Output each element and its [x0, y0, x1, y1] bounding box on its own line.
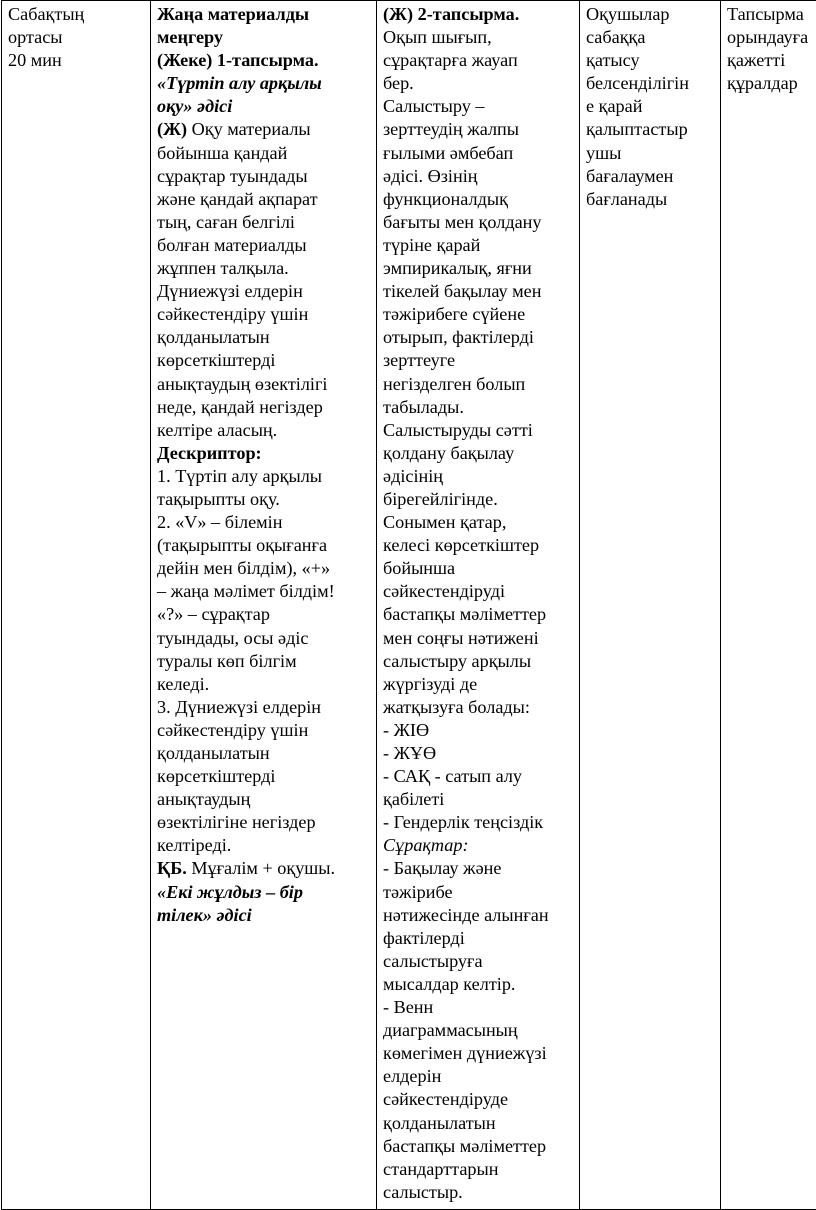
task1-text-line: бойынша қандай	[157, 142, 372, 165]
question-line: бастапқы мәліметтер	[383, 1135, 575, 1158]
task1-text-line: неде, қандай негіздер	[157, 396, 372, 419]
task2-text-line: - САҚ - сатып алу	[383, 765, 575, 788]
assessment-line: ушы	[586, 142, 716, 165]
task2-text-line: Салыстыруды сәтті	[383, 419, 575, 442]
resources-line: Тапсырма	[727, 3, 816, 26]
task2-text-line: ғылыми әмбебап	[383, 142, 575, 165]
task1-text-line: жұппен талқыла.	[157, 257, 372, 280]
assessment-line: бағалаумен	[586, 165, 716, 188]
question-line: тәжірибе	[383, 881, 575, 904]
task2-text-line: зерттеудің жалпы	[383, 118, 575, 141]
resources-body	[727, 3, 816, 95]
group-label: (Ж)	[157, 119, 187, 139]
task1-text-line: тың, саған белгілі	[157, 211, 372, 234]
descriptor-line: 3. Дүниежүзі елдерін	[157, 696, 372, 719]
question-line: салыстыр.	[383, 1181, 575, 1204]
task1-text-line: анықтаудың өзектілігі	[157, 373, 372, 396]
question-line: - Бақылау және	[383, 857, 575, 880]
assessment-line: е қарай	[586, 95, 716, 118]
stage-line: Сабақтың	[8, 3, 146, 26]
descriptor-line: анықтаудың	[157, 788, 372, 811]
descriptor-line: 1. Түртіп алу арқылы	[157, 465, 372, 488]
task2-text-line: Салыстыру –	[383, 95, 575, 118]
task2-text-line: келесі көрсеткіштер	[383, 534, 575, 557]
task1-text-line: сұрақтар туындады	[157, 165, 372, 188]
questions-list	[383, 857, 575, 1203]
question-line: стандарттарын	[383, 1158, 575, 1181]
task2-text-line: түріне қарай	[383, 234, 575, 257]
stage-line: ортасы	[8, 26, 146, 49]
assessment-text: Мұғалім + оқушы.	[187, 858, 335, 878]
descriptor-line: «?» – сұрақтар	[157, 603, 372, 626]
method-name: «Түртіп алу арқылы	[157, 72, 372, 95]
task1-text-line: және қандай ақпарат	[157, 188, 372, 211]
task2-text-line: Оқып шығып,	[383, 26, 575, 49]
assessment-cell	[580, 1, 721, 1210]
descriptor-line: көрсеткіштерді	[157, 765, 372, 788]
question-line: нәтижесінде алынған	[383, 904, 575, 927]
descriptor-line: дейін мен білдім), «+»	[157, 557, 372, 580]
question-line: диаграммасының	[383, 1019, 575, 1042]
descriptor-line: қолданылатын	[157, 742, 372, 765]
closing-method: «Екі жұлдыз – бір	[157, 881, 372, 904]
section-heading: меңгеру	[157, 26, 372, 49]
task2-text-line: отырып, фактілерді	[383, 326, 575, 349]
stage-cell	[2, 1, 151, 1210]
task1-text: Оқу материалы	[187, 119, 311, 139]
descriptor-line: келтіреді.	[157, 834, 372, 857]
task2-text-line: - ЖІӨ	[383, 719, 575, 742]
task2-text-line: табылады.	[383, 396, 575, 419]
task2-text-line: Сонымен қатар,	[383, 511, 575, 534]
method-name: оқу» әдісі	[157, 95, 372, 118]
resources-line: орындауға	[727, 26, 816, 49]
question-line: көмегімен дүниежүзі	[383, 1042, 575, 1065]
assessment-line: белсенділігін	[586, 72, 716, 95]
task2-text-line: сәйкестендіруді	[383, 580, 575, 603]
section-heading: Жаңа материалды	[157, 3, 372, 26]
task2-text-line: сұрақтарға жауап	[383, 49, 575, 72]
lesson-stage-row	[2, 1, 816, 1210]
task1-text-line: болған материалды	[157, 234, 372, 257]
question-line: елдерін	[383, 1065, 575, 1088]
question-line: салыстыруға	[383, 950, 575, 973]
assessment-line: сабаққа	[586, 26, 716, 49]
task2-text-line: жатқызуға болады:	[383, 696, 575, 719]
descriptor-line: сәйкестендіру үшін	[157, 719, 372, 742]
task2-text-line: - Гендерлік теңсіздік	[383, 811, 575, 834]
task2-title: (Ж) 2-тапсырма.	[383, 3, 575, 26]
task2-text-line: жүргізуді де	[383, 673, 575, 696]
task2-text-line: - ЖҰӨ	[383, 742, 575, 765]
student-activity-cell	[377, 1, 580, 1210]
descriptor-line: тақырыпты оқу.	[157, 488, 372, 511]
question-line: фактілерді	[383, 927, 575, 950]
task2-text-line: негізделген болып	[383, 373, 575, 396]
resources-line: құралдар	[727, 72, 816, 95]
descriptor-line: туындады, осы әдіс	[157, 627, 372, 650]
task1-body	[157, 142, 372, 442]
descriptor-line: өзектілігіне негіздер	[157, 811, 372, 834]
task2-text-line: тікелей бақылау мен	[383, 280, 575, 303]
task2-text-line: салыстыру арқылы	[383, 650, 575, 673]
closing-method: тілек» әдісі	[157, 904, 372, 927]
task2-text-line: әдісі. Өзінің	[383, 165, 575, 188]
task2-text-line: функционалдық	[383, 188, 575, 211]
task2-text-line: бер.	[383, 72, 575, 95]
task2-text-line: қолдану бақылау	[383, 442, 575, 465]
question-line: - Венн	[383, 996, 575, 1019]
task2-text-line: бағыты мен қолдану	[383, 211, 575, 234]
task2-text-line: зерттеуге	[383, 349, 575, 372]
assessment-line: қалыптастыр	[586, 118, 716, 141]
questions-label: Сұрақтар:	[383, 834, 575, 857]
task2-text-line: әдісінің	[383, 465, 575, 488]
assessment-line	[157, 857, 372, 880]
descriptor-line: туралы көп білгім	[157, 650, 372, 673]
resources-cell	[721, 1, 816, 1210]
task1-text-line: Дүниежүзі елдерін	[157, 280, 372, 303]
task2-text-line: тәжірибеге сүйене	[383, 303, 575, 326]
assessment-label: ҚБ.	[157, 858, 187, 878]
assessment-line: қатысу	[586, 49, 716, 72]
assessment-body	[586, 3, 716, 211]
lesson-plan-table	[1, 0, 816, 1210]
task2-text-line: қабілеті	[383, 788, 575, 811]
task2-text-line: бірегейлігінде.	[383, 488, 575, 511]
task2-body	[383, 26, 575, 834]
descriptor-line: 2. «V» – білемін	[157, 511, 372, 534]
task1-text-line: сәйкестендіру үшін	[157, 303, 372, 326]
task1-text-line	[157, 118, 372, 141]
descriptor-line: – жаңа мәлімет білдім!	[157, 580, 372, 603]
resources-line: қажетті	[727, 49, 816, 72]
task1-title: (Жеке) 1-тапсырма.	[157, 49, 372, 72]
descriptor-line: келеді.	[157, 673, 372, 696]
assessment-line: бағланады	[586, 188, 716, 211]
stage-duration: 20 мин	[8, 49, 146, 72]
teacher-activity-cell	[151, 1, 377, 1210]
task1-text-line: қолданылатын	[157, 326, 372, 349]
question-line: қолданылатын	[383, 1112, 575, 1135]
descriptor-list	[157, 465, 372, 858]
question-line: сәйкестендіруде	[383, 1088, 575, 1111]
task2-text-line: мен соңғы нәтижені	[383, 627, 575, 650]
descriptor-line: (тақырыпты оқығанға	[157, 534, 372, 557]
task1-text-line: келтіре аласың.	[157, 419, 372, 442]
descriptor-label: Дескриптор:	[157, 442, 372, 465]
task2-text-line: эмпирикалық, яғни	[383, 257, 575, 280]
task2-text-line: бастапқы мәліметтер	[383, 603, 575, 626]
task2-text-line: бойынша	[383, 557, 575, 580]
question-line: мысалдар келтір.	[383, 973, 575, 996]
task1-text-line: көрсеткіштерді	[157, 349, 372, 372]
assessment-line: Оқушылар	[586, 3, 716, 26]
